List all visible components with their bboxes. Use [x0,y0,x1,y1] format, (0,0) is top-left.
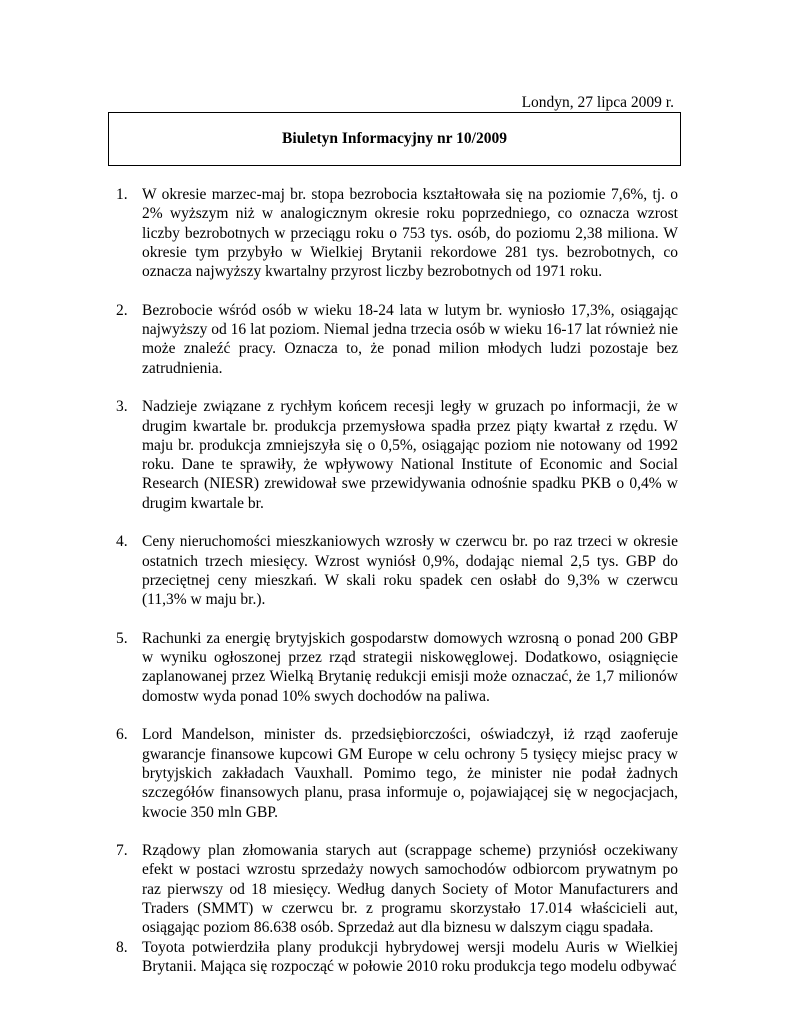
bulletin-item-3 [108,397,678,513]
bulletin-item-7 [108,841,678,937]
item-text: Toyota potwierdziła plany produkcji hybrydowej wersji modelu Auris w Wielkiej Brytanii. Mająca się rozpocząć w połowie 2010 roku produkcja tego modelu odbywać [142,938,678,975]
title-box [108,112,681,166]
item-text: W okresie marzec-maj br. stopa bezrobocia kształtowała się na poziomie 7,6%, tj. o 2% wyższym niż w analogicznym okresie roku poprzedniego, co oznacza wzrost liczby bezrobotnych w przeciągu roku o 753 tys. osób, do poziomu 2,38 miliona. W okresie tym przybyło w Wielkiej Brytanii rekordowe 281 tys. bezrobotnych, co oznacza najwyższy kwartalny przyrost liczby bezrobotnych od 1971 roku. [142,186,678,281]
bulletin-item-1 [108,185,678,281]
bulletin-item-5 [108,629,678,706]
item-text: Rządowy plan złomowania starych aut (scrappage scheme) przyniósł oczekiwany efekt w postaci wzrostu sprzedaży nowych samochodów odbiorcom prywatnym po raz pierwszy od 18 miesięcy. Według danych Society of Motor Manufacturers and Traders (SMMT) w czerwcu br. z programu skorzystało 17.014 właścicieli aut, osiągając poziom 86.638 osób. Sprzedaż aut dla biznesu w dalszym ciągu spadała. [142,842,678,937]
item-number: 3. [116,398,128,416]
item-text: Nadzieje związane z rychłym końcem recesji legły w gruzach po informacji, że w drugim kwartale br. produkcja przemysłowa spadła przez piąty kwartał z rzędu. W maju br. produkcja zmniejszyła się o 0,5%, osiągając poziom nie notowany od 1992 roku. Dane te sprawiły, że wpływowy National Institute of Economic and Social Research (NIESR) zrewidował swe przewidywania odnośnie spadku PKB o 0,4% w drugim kwartale br. [142,398,678,512]
item-number: 1. [116,186,128,203]
item-text: Rachunki za energię brytyjskich gospodarstw domowych wzrosną o ponad 200 GBP w wyniku ogłoszonej przez rząd strategii niskowęglowej. Dodatkowo, osiągnięcie zaplanowanej przez Wielką Brytanię redukcji emisji może oznaczać, że 1,7 milionów domostw wyda ponad 10% swych dochodów na paliwa. [142,629,678,705]
document-date: Londyn, 27 lipca 2009 r. [521,94,674,111]
bulletin-title: Biuletyn Informacyjny nr 10/2009 [282,130,507,147]
item-number: 2. [116,301,128,319]
bulletin-item-8 [108,938,678,977]
bulletin-item-4 [108,532,678,609]
item-text: Lord Mandelson, minister ds. przedsiębiorczości, oświadczył, iż rząd zaoferuje gwarancje finansowe kupcowi GM Europe w celu ochrony 5 tysięcy miejsc pracy w brytyjskich zakładach Vauxhall. Pomimo tego, że minister nie podał żadnych szczegółów finansowych planu, prasa informuje o, pojawiającej się w negocjacjach, kwocie 350 mln GBP. [142,726,678,821]
bulletin-items-list [108,185,678,976]
item-number: 7. [116,842,128,860]
bulletin-item-2 [108,301,678,378]
item-number: 4. [116,533,128,551]
item-text: Bezrobocie wśród osób w wieku 18-24 lata w lutym br. wyniosło 17,3%, osiągając najwyższy od 16 lat poziom. Niemal jedna trzecia osób w wieku 16-17 lat również nie może znaleźć pracy. Oznacza to, że ponad milion młodych ludzi pozostaje bez zatrudnienia. [142,301,678,377]
item-number: 6. [116,726,128,744]
item-text: Ceny nieruchomości mieszkaniowych wzrosły w czerwcu br. po raz trzeci w okresie ostatnich trzech miesięcy. Wzrost wyniósł 0,9%, dodając niemal 2,5 tys. GBP do przeciętnej ceny mieszkań. W skali roku spadek cen osłabł do 9,3% w czerwcu (11,3% w maju br.). [142,533,678,609]
bulletin-item-6 [108,725,678,821]
item-number: 8. [116,938,128,956]
item-number: 5. [116,629,128,647]
